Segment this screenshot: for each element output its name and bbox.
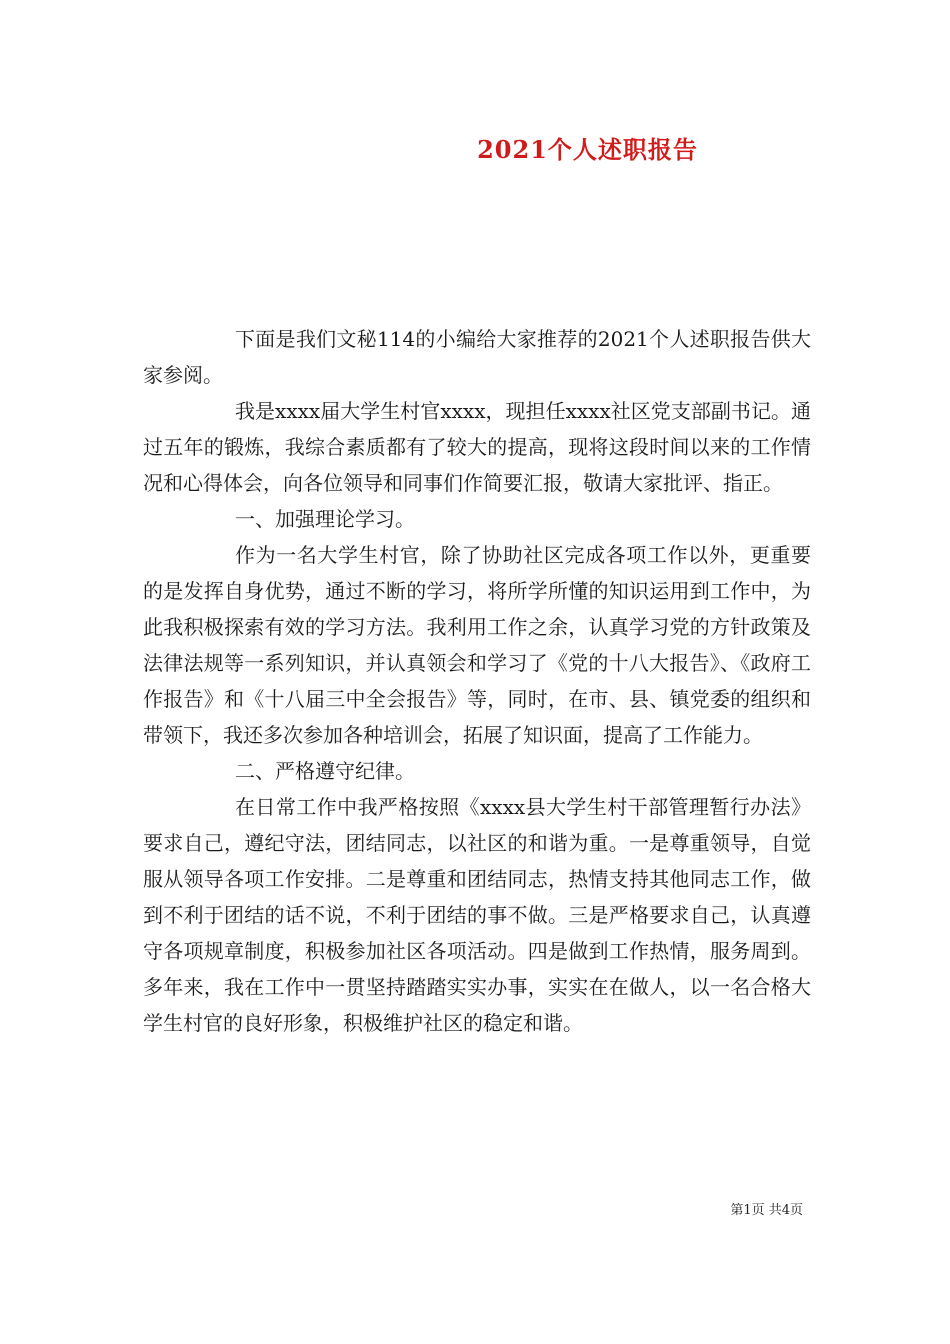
section-heading-2: 二、严格遵守纪律。 <box>235 759 415 783</box>
page-number: 第1页 共4页 <box>730 1203 803 1218</box>
paragraph-discipline: 在日常工作中我严格按照《xxxx县大学生村干部管理暂行办法》要求自己，遵纪守法，团结同志，以社区的和谐为重。一是尊重领导，自觉服从领导各项工作安排。二是尊重和团结同志，热情支持其他同志工作，做到不利于团结的话不说，不利于团结的事不做。三是严格要求自己，认真遵守各项规章制度，积极参加社区各项活动。四是做到工作热情，服务周到。多年来，我在工作中一贯坚持踏踏实实办事，实实在在做人，以一名合格大学生村官的良好形象，积极维护社区的稳定和谐。 <box>143 795 811 1035</box>
paragraph-theory-study: 作为一名大学生村官，除了协助社区完成各项工作以外，更重要的是发挥自身优势，通过不断的学习，将所学所懂的知识运用到工作中，为此我积极探索有效的学习方法。我利用工作之余，认真学习党的方针政策及法律法规等一系列知识，并认真领会和学习了《党的十八大报告》、《政府工作报告》和《十八届三中全会报告》等，同时，在市、县、镇党委的组织和带领下，我还多次参加各种培训会，拓展了知识面，提高了工作能力。 <box>143 543 811 747</box>
document-body <box>143 321 811 1041</box>
section-heading-1: 一、加强理论学习。 <box>235 507 415 531</box>
paragraph-self-introduction: 我是xxxx届大学生村官xxxx，现担任xxxx社区党支部副书记。通过五年的锻炼，我综合素质都有了较大的提高，现将这段时间以来的工作情况和心得体会，向各位领导和同事们作简要汇报，敬请大家批评、指正。 <box>143 399 811 495</box>
paragraph-intro: 下面是我们文秘114的小编给大家推荐的2021个人述职报告供大家参阅。 <box>143 327 811 387</box>
document-title: 2021个人述职报告 <box>477 135 698 164</box>
